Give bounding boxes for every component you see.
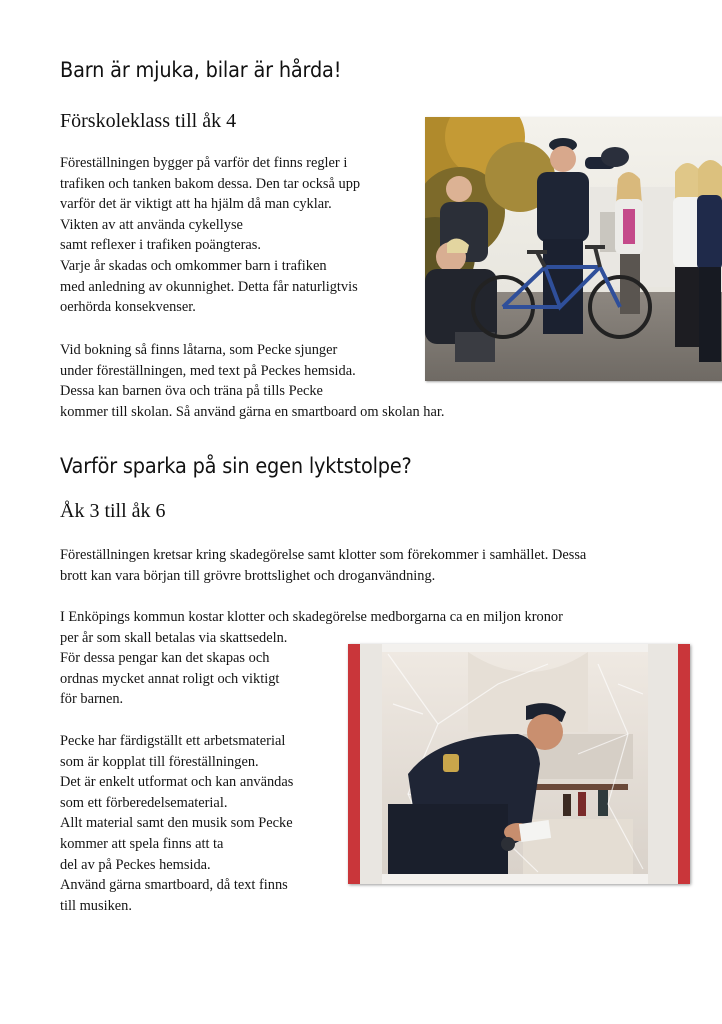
police-broken-window-photo bbox=[348, 644, 690, 884]
text-line: brott kan vara början till grövre brottslighet och droganvändning. bbox=[60, 567, 436, 584]
text-line: Föreställningen kretsar kring skadegörelse samt klotter som förekommer i samhället. Dessa bbox=[60, 547, 587, 563]
text-line: Föreställningen bygger på varför det finns regler i bbox=[60, 155, 348, 171]
police-bicycle-photo bbox=[425, 117, 722, 381]
section1-title: Barn är mjuka, bilar är hårda! bbox=[60, 58, 342, 82]
text-line: Allt material samt den musik som Pecke bbox=[60, 815, 293, 832]
text-line: per år som skall betalas via skattsedeln. bbox=[60, 629, 288, 646]
text-line: till musiken. bbox=[60, 897, 132, 914]
text-line: oerhörda konsekvenser. bbox=[60, 299, 196, 316]
text-line: varför det är viktigt att ha hjälm då man cyklar. bbox=[60, 196, 332, 213]
section1-paragraph-1 bbox=[60, 153, 360, 318]
section2-subtitle: Åk 3 till åk 6 bbox=[60, 500, 166, 522]
section2-paragraph-3 bbox=[60, 731, 293, 916]
text-line: Varje år skadas och omkommer barn i trafiken bbox=[60, 257, 327, 274]
text-line: För dessa pengar kan det skapas och bbox=[60, 650, 270, 667]
text-line: samt reflexer i trafiken poängteras. bbox=[60, 237, 261, 254]
section1-paragraph-2 bbox=[60, 340, 444, 422]
text-line: ordnas mycket annat roligt och viktigt bbox=[60, 670, 280, 687]
text-line: Det är enkelt utformat och kan användas bbox=[60, 774, 294, 791]
text-line: kommer till skolan. Så använd gärna en smartboard om skolan har. bbox=[60, 403, 445, 420]
section1-subtitle: Förskoleklass till åk 4 bbox=[60, 110, 237, 132]
text-line: Vikten av att använda cykellyse bbox=[60, 216, 243, 233]
text-line: I Enköpings kommun kostar klotter och skadegörelse medborgarna ca en miljon kronor bbox=[60, 609, 563, 625]
text-line: trafiken och tanken bakom dessa. Den tar också upp bbox=[60, 175, 361, 192]
text-line: med anledning av okunnighet. Detta får naturligtvis bbox=[60, 278, 358, 295]
text-line: för barnen. bbox=[60, 691, 124, 708]
section2-paragraph-1 bbox=[60, 545, 586, 586]
section2-title: Varför sparka på sin egen lyktstolpe? bbox=[60, 454, 412, 478]
text-line: under föreställningen, med text på Peckes hemsida. bbox=[60, 362, 356, 379]
text-line: del av på Peckes hemsida. bbox=[60, 856, 211, 873]
text-line: Pecke har färdigställt ett arbetsmaterial bbox=[60, 733, 286, 749]
text-line: som är kopplat till föreställningen. bbox=[60, 753, 259, 770]
text-line: Vid bokning så finns låtarna, som Pecke sjunger bbox=[60, 342, 338, 358]
text-line: Använd gärna smartboard, då text finns bbox=[60, 877, 288, 894]
text-line: Dessa kan barnen öva och träna på tills Pecke bbox=[60, 383, 323, 400]
text-line: kommer att spela finns att ta bbox=[60, 835, 224, 852]
text-line: som ett förberedelsematerial. bbox=[60, 794, 228, 811]
